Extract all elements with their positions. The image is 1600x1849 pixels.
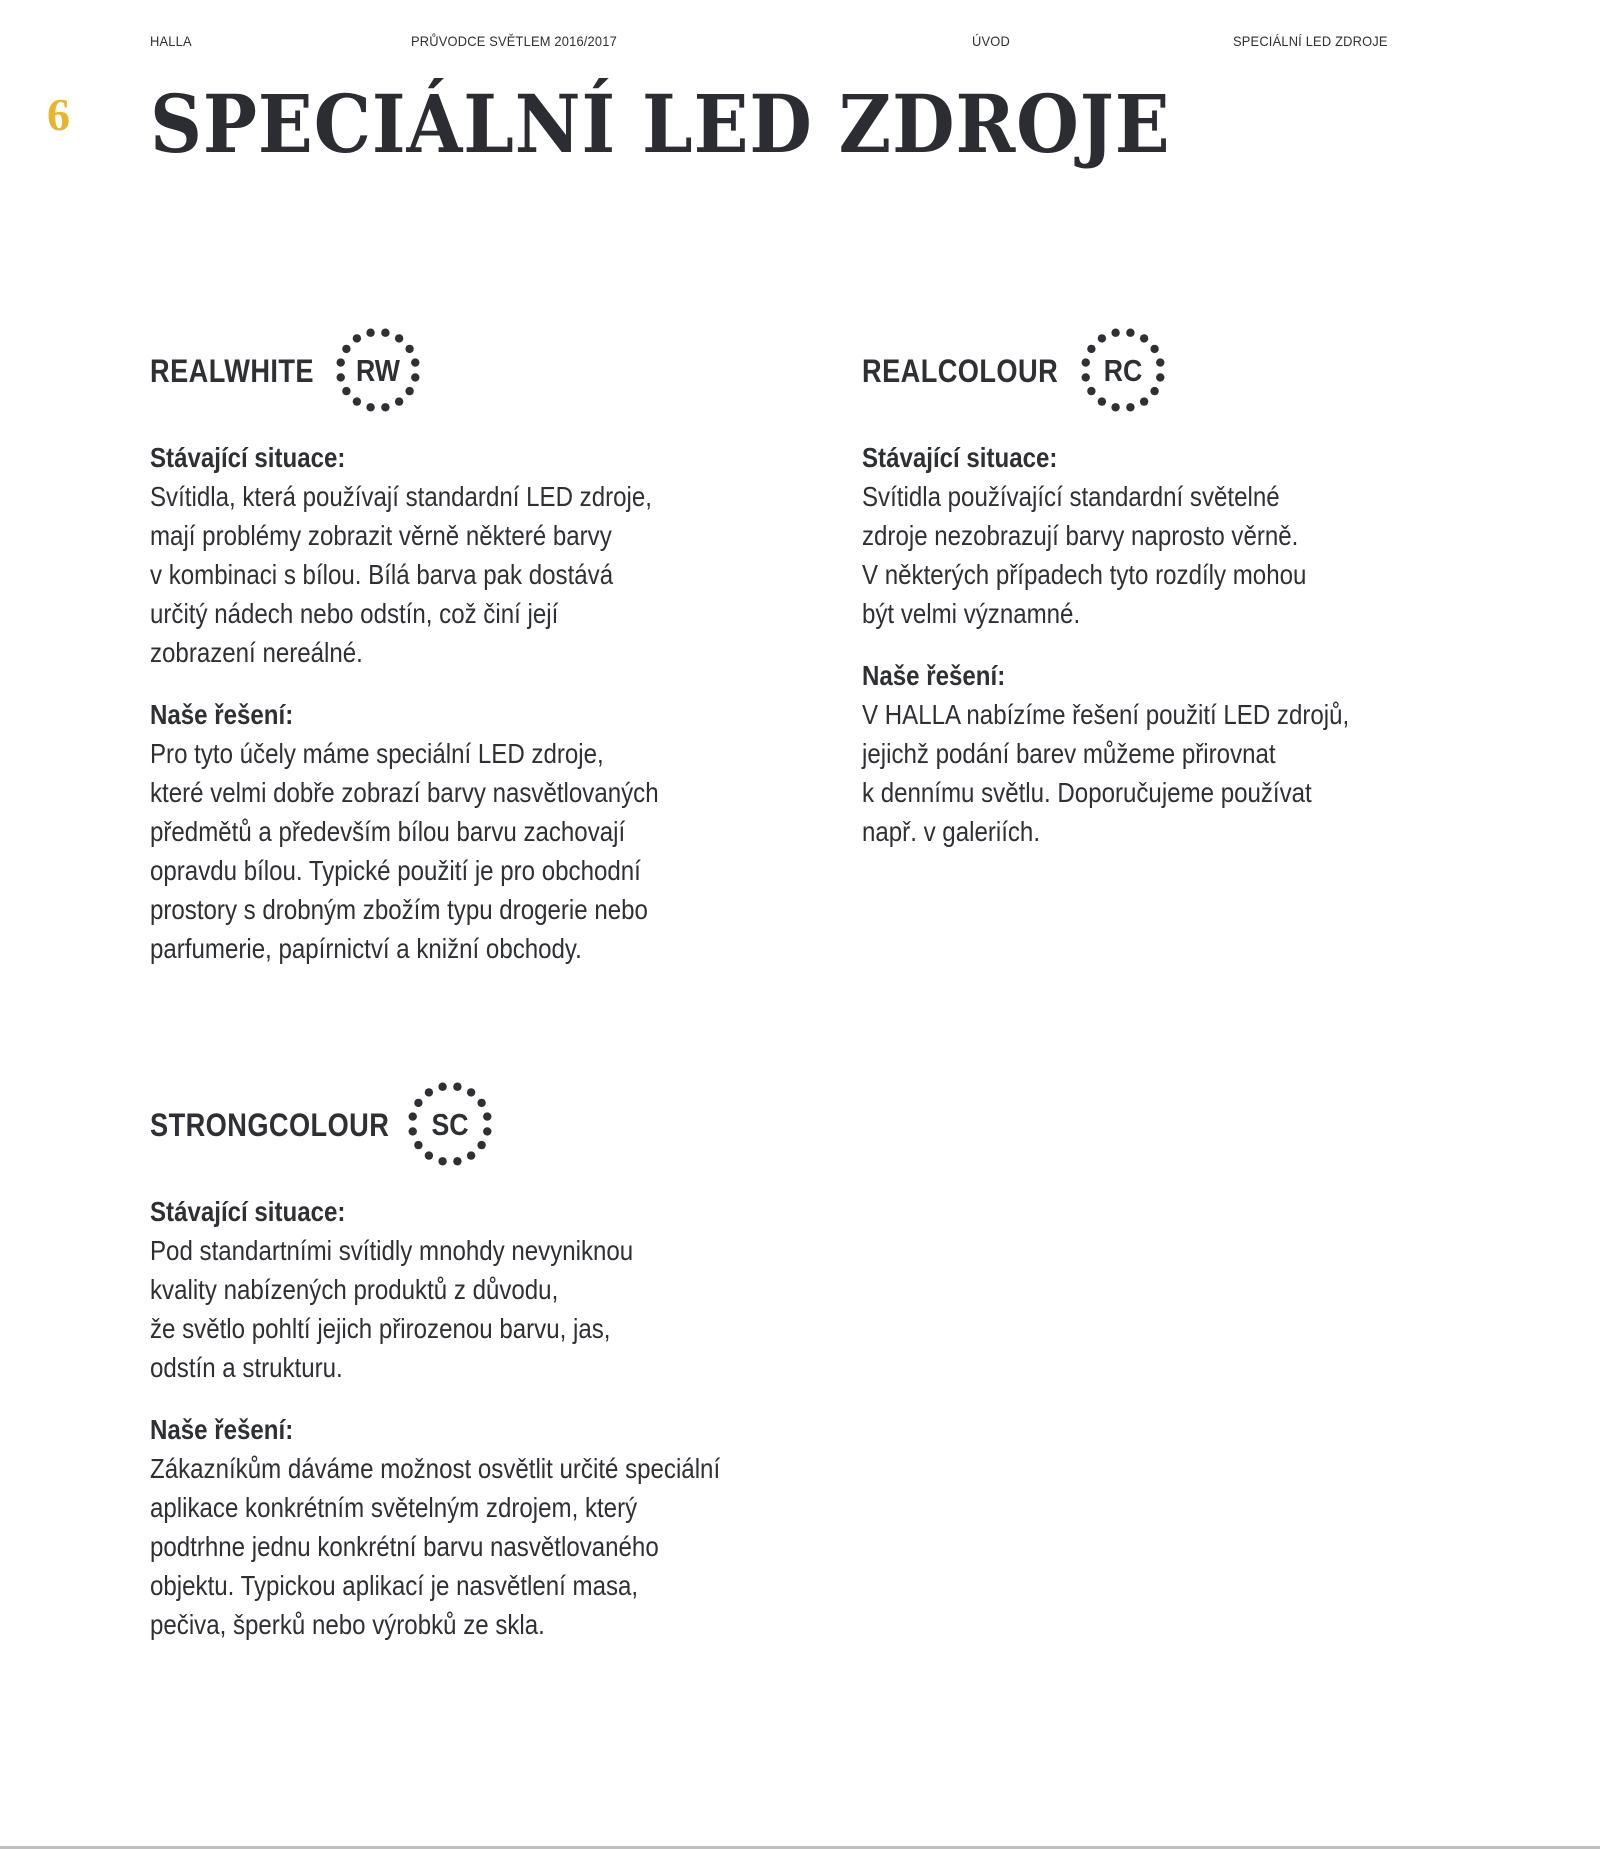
badge-dot (411, 373, 419, 381)
badge-dot (425, 1151, 433, 1159)
solution-text: Zákazníkům dáváme možnost osvětlit určité speciální aplikace konkrétním světelným zdrojem, který podtrhne jednu konkrétní barvu nasvětlovaného objektu. Typickou aplikací je nasvětlení masa, pečiva, šperků nebo výrobků ze skla. (150, 1453, 721, 1640)
page-title: SPECIÁLNÍ LED ZDROJE (150, 77, 1171, 171)
section-title: STRONGCOLOUR (150, 1107, 390, 1143)
badge-dot (477, 1099, 485, 1107)
section-realwhite (150, 325, 830, 968)
badge-label: RW (356, 354, 400, 389)
badge-dot (405, 387, 413, 395)
badge-dot (1087, 345, 1095, 353)
badge-dot (453, 1083, 461, 1091)
badge-dot (467, 1151, 475, 1159)
badge-dot (425, 1088, 433, 1096)
badge-dot (1126, 403, 1134, 411)
situation-label: Stávající situace: (150, 1196, 346, 1227)
badge-dot (1140, 397, 1148, 405)
badge-dot (414, 1099, 422, 1107)
badge-label: RC (1103, 354, 1143, 389)
section-header (150, 325, 830, 417)
badge-dot (337, 358, 345, 366)
badge-dot (1087, 387, 1095, 395)
badge-dot (395, 334, 403, 342)
badge-dot (1082, 373, 1090, 381)
solution-label: Naše řešení: (862, 660, 1006, 691)
badge-dot (366, 329, 374, 337)
badge-dot (342, 345, 350, 353)
situation-label: Stávající situace: (150, 442, 346, 473)
badge-dot (477, 1141, 485, 1149)
badge-dot (1082, 358, 1090, 366)
badge-dot (409, 1112, 417, 1120)
page-number: 6 (47, 89, 70, 140)
section-title: REALWHITE (150, 353, 314, 389)
badge-dot (467, 1088, 475, 1096)
badge-dot (353, 334, 361, 342)
badge-dot (453, 1157, 461, 1165)
header-section: ÚVOD (972, 33, 1010, 49)
badge-dot (1111, 329, 1119, 337)
header-brand: HALLA (150, 33, 192, 49)
badge-dot (414, 1141, 422, 1149)
badge-dot (411, 358, 419, 366)
header-topic: SPECIÁLNÍ LED ZDROJE (1233, 33, 1388, 49)
section-header (862, 325, 1542, 417)
section-realcolour (862, 325, 1542, 851)
badge-dot (1156, 358, 1164, 366)
section-strongcolour (150, 1079, 970, 1644)
badge-dot (438, 1083, 446, 1091)
situation-text: Svítidla používající standardní světelné zdroje nezobrazují barvy naprosto věrně. V některých případech tyto rozdíly mohou být velmi významné. (862, 481, 1307, 629)
badge-dot (342, 387, 350, 395)
badge-dot (1150, 345, 1158, 353)
badge-dot (1111, 403, 1119, 411)
badge-dot (381, 403, 389, 411)
situation-label: Stávající situace: (862, 442, 1058, 473)
badge-dot (1098, 334, 1106, 342)
badge-dot (337, 373, 345, 381)
section-title: REALCOLOUR (862, 353, 1059, 389)
sc-badge-icon (405, 1079, 495, 1169)
rc-badge-icon (1078, 325, 1168, 415)
solution-label: Naše řešení: (150, 1414, 294, 1445)
badge-dot (438, 1157, 446, 1165)
solution-text: Pro tyto účely máme speciální LED zdroje, které velmi dobře zobrazí barvy nasvětlovaných předmětů a především bílou barvu zachovají opravdu bílou. Typické použití je pro obchodní prostory s drobným zbožím typu drogerie nebo parfumerie, papírnictví a knižní obchody. (150, 738, 659, 964)
badge-dot (483, 1127, 491, 1135)
section-header (150, 1079, 970, 1171)
badge-dot (483, 1112, 491, 1120)
badge-dot (1126, 329, 1134, 337)
solution-text: V HALLA nabízíme řešení použití LED zdrojů, jejichž podání barev můžeme přirovnat k dennímu světlu. Doporučujeme používat např. v galeriích. (862, 699, 1350, 847)
badge-dot (395, 397, 403, 405)
badge-dot (1150, 387, 1158, 395)
badge-dot (353, 397, 361, 405)
header-guide: PRŮVODCE SVĚTLEM 2016/2017 (411, 33, 617, 49)
badge-dot (381, 329, 389, 337)
badge-dot (366, 403, 374, 411)
badge-dot (1098, 397, 1106, 405)
rw-badge-icon (333, 325, 423, 415)
situation-text: Pod standartními svítidly mnohdy nevyniknou kvality nabízených produktů z důvodu, že světlo pohltí jejich přirozenou barvu, jas, odstín a strukturu. (150, 1235, 634, 1383)
badge-dot (405, 345, 413, 353)
solution-label: Naše řešení: (150, 699, 294, 730)
badge-dot (1140, 334, 1148, 342)
badge-dot (409, 1127, 417, 1135)
situation-text: Svítidla, která používají standardní LED zdroje, mají problémy zobrazit věrně některé barvy v kombinaci s bílou. Bílá barva pak dostává určitý nádech nebo odstín, což činí její zobrazení nereálné. (150, 481, 652, 668)
badge-dot (1156, 373, 1164, 381)
badge-label: SC (431, 1108, 469, 1143)
